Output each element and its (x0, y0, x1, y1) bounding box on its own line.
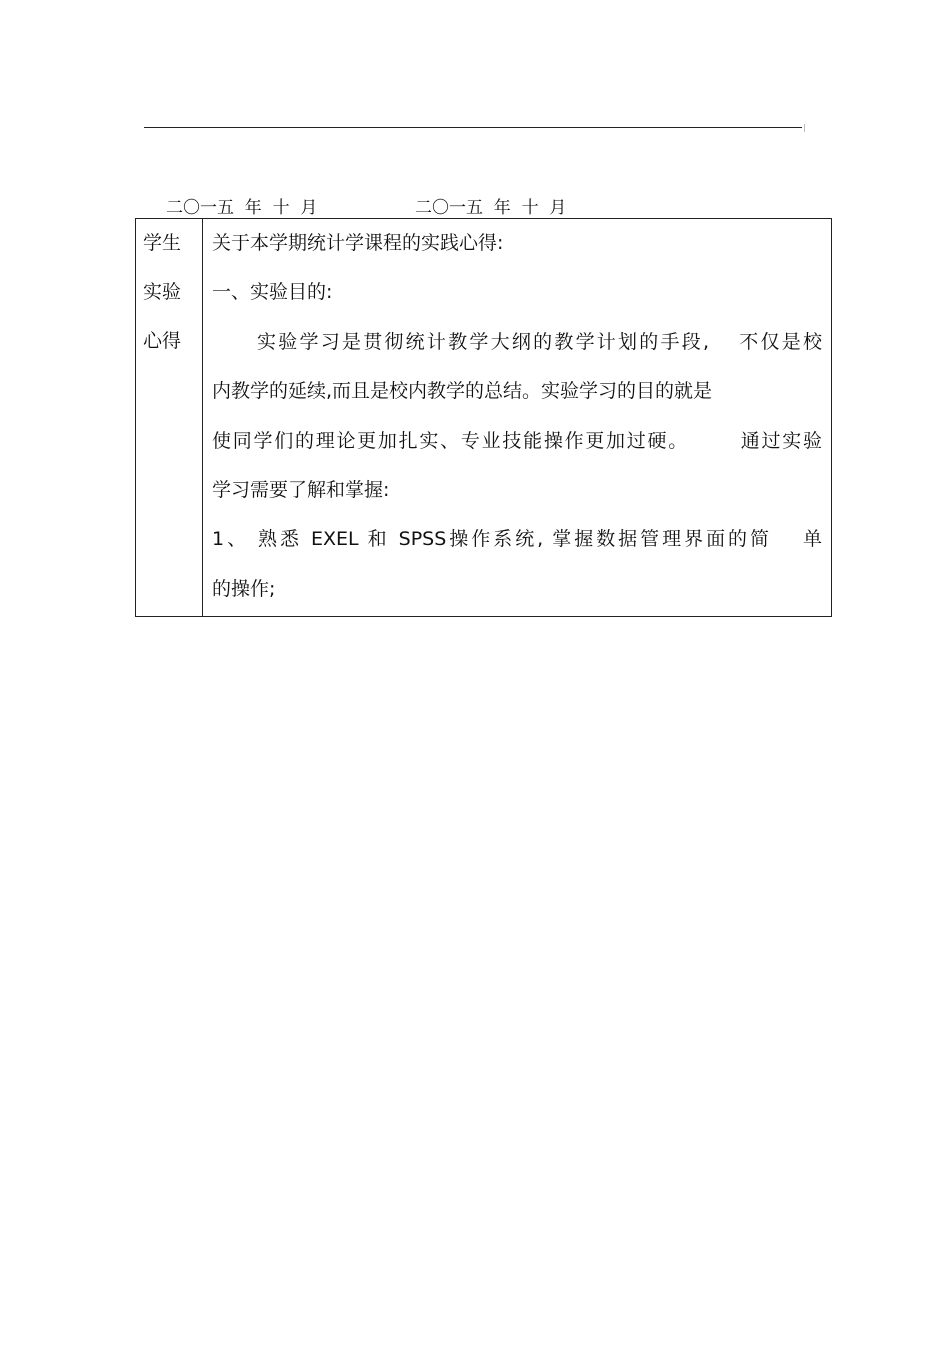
paragraph-line-1-part-2: 不仅是校 (737, 330, 822, 353)
label-line-2: 实验 (143, 281, 182, 303)
content-cell (203, 219, 832, 617)
paragraph-line-3-part-2: 通过实验 (739, 429, 822, 452)
experiment-record-table (135, 218, 832, 617)
label-line-3: 心得 (143, 330, 182, 352)
header-rule (144, 127, 802, 128)
date-right: 二〇一五 年 十 月 (415, 198, 567, 218)
table-row (136, 219, 832, 617)
header-rule-tick (804, 124, 805, 132)
label-line-1: 学生 (143, 232, 182, 254)
date-left: 二〇一五 年 十 月 (166, 198, 318, 218)
list-item-1 (212, 515, 822, 564)
intro-line: 关于本学期统计学课程的实践心得: (212, 232, 504, 254)
paragraph-line-1-part-1: 实验学习是贯彻统计教学大纲的教学计划的手段, (257, 330, 710, 353)
paragraph-line-3 (212, 417, 822, 466)
section-title: 一、实验目的: (212, 281, 333, 304)
label-cell (136, 219, 203, 617)
list-item-1-continuation: 的操作; (212, 577, 276, 600)
paragraph-line-2: 内教学的延续,而且是校内教学的总结。实验学习的目的就是 (212, 380, 713, 403)
paragraph-line-3-part-1: 使同学们的理论更加扎实、专业技能操作更加过硬。 (212, 429, 690, 452)
list-item-1-part-2: 单 (800, 528, 822, 551)
paragraph-line-4: 学习需要了解和掌握: (212, 478, 390, 501)
list-item-1-part-1: 1、 熟悉 EXEL 和 SPSS操作系统, 掌握数据管理界面的简 (212, 528, 773, 551)
paragraph-line-1 (212, 318, 822, 367)
content-body (203, 219, 831, 614)
